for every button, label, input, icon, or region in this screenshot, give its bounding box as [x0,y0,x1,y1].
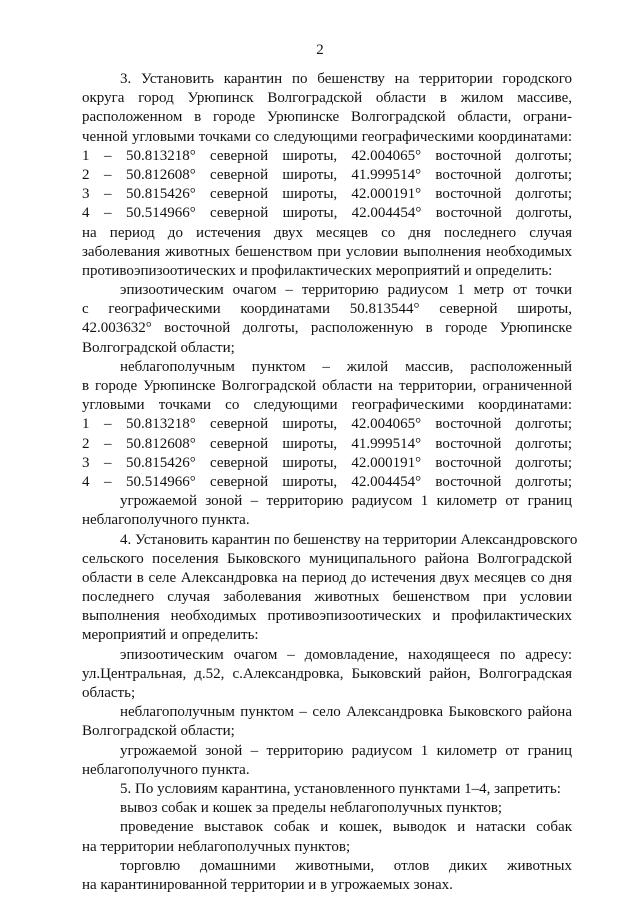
coordinate-line [82,435,572,454]
text-line: вывоз собак и кошек за пределы неблагополучных пунктов; [120,800,503,817]
text-line: 5. По условиям карантина, установленного пунктами 1–4, запретить: [120,780,561,797]
text-line: мероприятий и определить: [82,627,259,644]
coordinate-line [82,166,572,185]
coordinate-number: 2 [82,166,90,183]
coordinate-dash: – [104,186,112,203]
coordinate-line [82,204,572,223]
coordinate-line [82,473,572,492]
text-line: области в селе Александровка на период до истечения двух месяцев со дня [82,569,572,586]
text-line: Волгоградской области; [82,723,235,740]
text-line: область; [82,685,136,701]
text-line: расположенном в городе Урюпинске Волгоградской области, ограни- [82,109,572,126]
text-line: неблагополучного пункта. [82,761,250,778]
coordinate-text: 50.813218° северной широты, 42.004065° восточной долготы; [126,147,572,164]
text-line: сельского поселения Быковского муниципального района Волгоградской [82,550,572,567]
coordinate-line [82,415,572,434]
text-line: ул.Центральная, д.52, с.Александровка, Быковский район, Волгоградская [82,665,572,682]
coordinate-text: 50.815426° северной широты, 42.000191° восточной долготы; [126,186,572,203]
text-line: на карантинированной территории и в угрожаемых зонах. [82,876,453,893]
coordinate-text: 50.514966° северной широты, 42.004454° восточной долготы, [126,205,572,222]
coordinate-dash: – [104,435,112,452]
coordinate-text: 50.813218° северной широты, 42.004065° восточной долготы; [126,416,572,433]
text-line: противоэпизоотических и профилактических мероприятий и определить: [82,262,553,279]
text-line: ченной угловыми точками со следующими географическими координатами: [82,128,572,145]
coordinate-dash: – [104,166,112,183]
text-line: угловыми точками со следующими географическими координатами: [82,397,572,414]
text-line: на территории неблагополучных пунктов; [82,838,351,855]
text-line: в городе Урюпинске Волгоградской области на территории, ограниченной [82,378,572,394]
coordinate-number: 4 [82,205,90,222]
coordinate-dash: – [104,416,112,433]
page-number: 2 [316,42,324,58]
coordinate-dash: – [104,147,112,164]
text-line: эпизоотическим очагом – территорию радиусом 1 метр от точки [120,282,572,299]
text-line: выполнения необходимых противоэпизоотических и профилактических [82,608,572,625]
text-line: неблагополучным пунктом – село Александровка Быковского района [120,704,572,721]
text-line: Волгоградской области; [82,339,235,356]
document-body [82,70,578,895]
text-line: 3. Установить карантин по бешенству на территории городского [120,71,572,87]
coordinate-dash: – [104,205,112,222]
text-line: угрожаемой зоной – территорию радиусом 1 километр от границ [120,493,572,510]
coordinate-text: 50.812608° северной широты, 41.999514° восточной долготы; [126,435,572,452]
text-line: эпизоотическим очагом – домовладение, находящееся по адресу: [120,646,572,663]
coordinate-line [82,454,572,473]
coordinate-dash: – [104,473,112,490]
text-line: с географическими координатами 50.813544° северной широты, [82,301,572,318]
text-line: округа город Урюпинск Волгоградской области в жилом массиве, [82,90,572,107]
coordinate-number: 2 [82,435,90,452]
coordinate-dash: – [104,454,112,471]
text-line: проведение выставок собак и кошек, выводок и натаски собак [120,819,572,836]
coordinate-number: 3 [82,186,90,203]
coordinate-text: 50.514966° северной широты, 42.004454° восточной долготы; [126,473,572,490]
text-line: 4. Установить карантин по бешенству на территории Александровского [120,531,578,548]
text-line: неблагополучного пункта. [82,512,250,529]
text-line: угрожаемой зоной – территорию радиусом 1 километр от границ [120,742,572,759]
coordinate-line [82,147,572,166]
coordinate-number: 1 [82,147,90,164]
text-line: последнего случая заболевания животных бешенством при условии [82,589,572,606]
coordinate-number: 1 [82,416,90,433]
text-line: неблагополучным пунктом – жилой массив, расположенный [120,358,572,375]
text-line: 42.003632° восточной долготы, расположенную в городе Урюпинске [82,320,572,337]
text-line: заболевания животных бешенством при условии выполнения необходимых [82,243,572,260]
coordinate-number: 3 [82,454,90,471]
coordinate-text: 50.812608° северной широты, 41.999514° восточной долготы; [126,166,572,183]
coordinate-number: 4 [82,473,90,490]
text-line: торговлю домашними животными, отлов диких животных [120,857,572,874]
text-line: на период до истечения двух месяцев со дня последнего случая [82,224,572,241]
coordinate-line [82,185,572,204]
coordinate-text: 50.815426° северной широты, 42.000191° восточной долготы; [126,454,572,471]
